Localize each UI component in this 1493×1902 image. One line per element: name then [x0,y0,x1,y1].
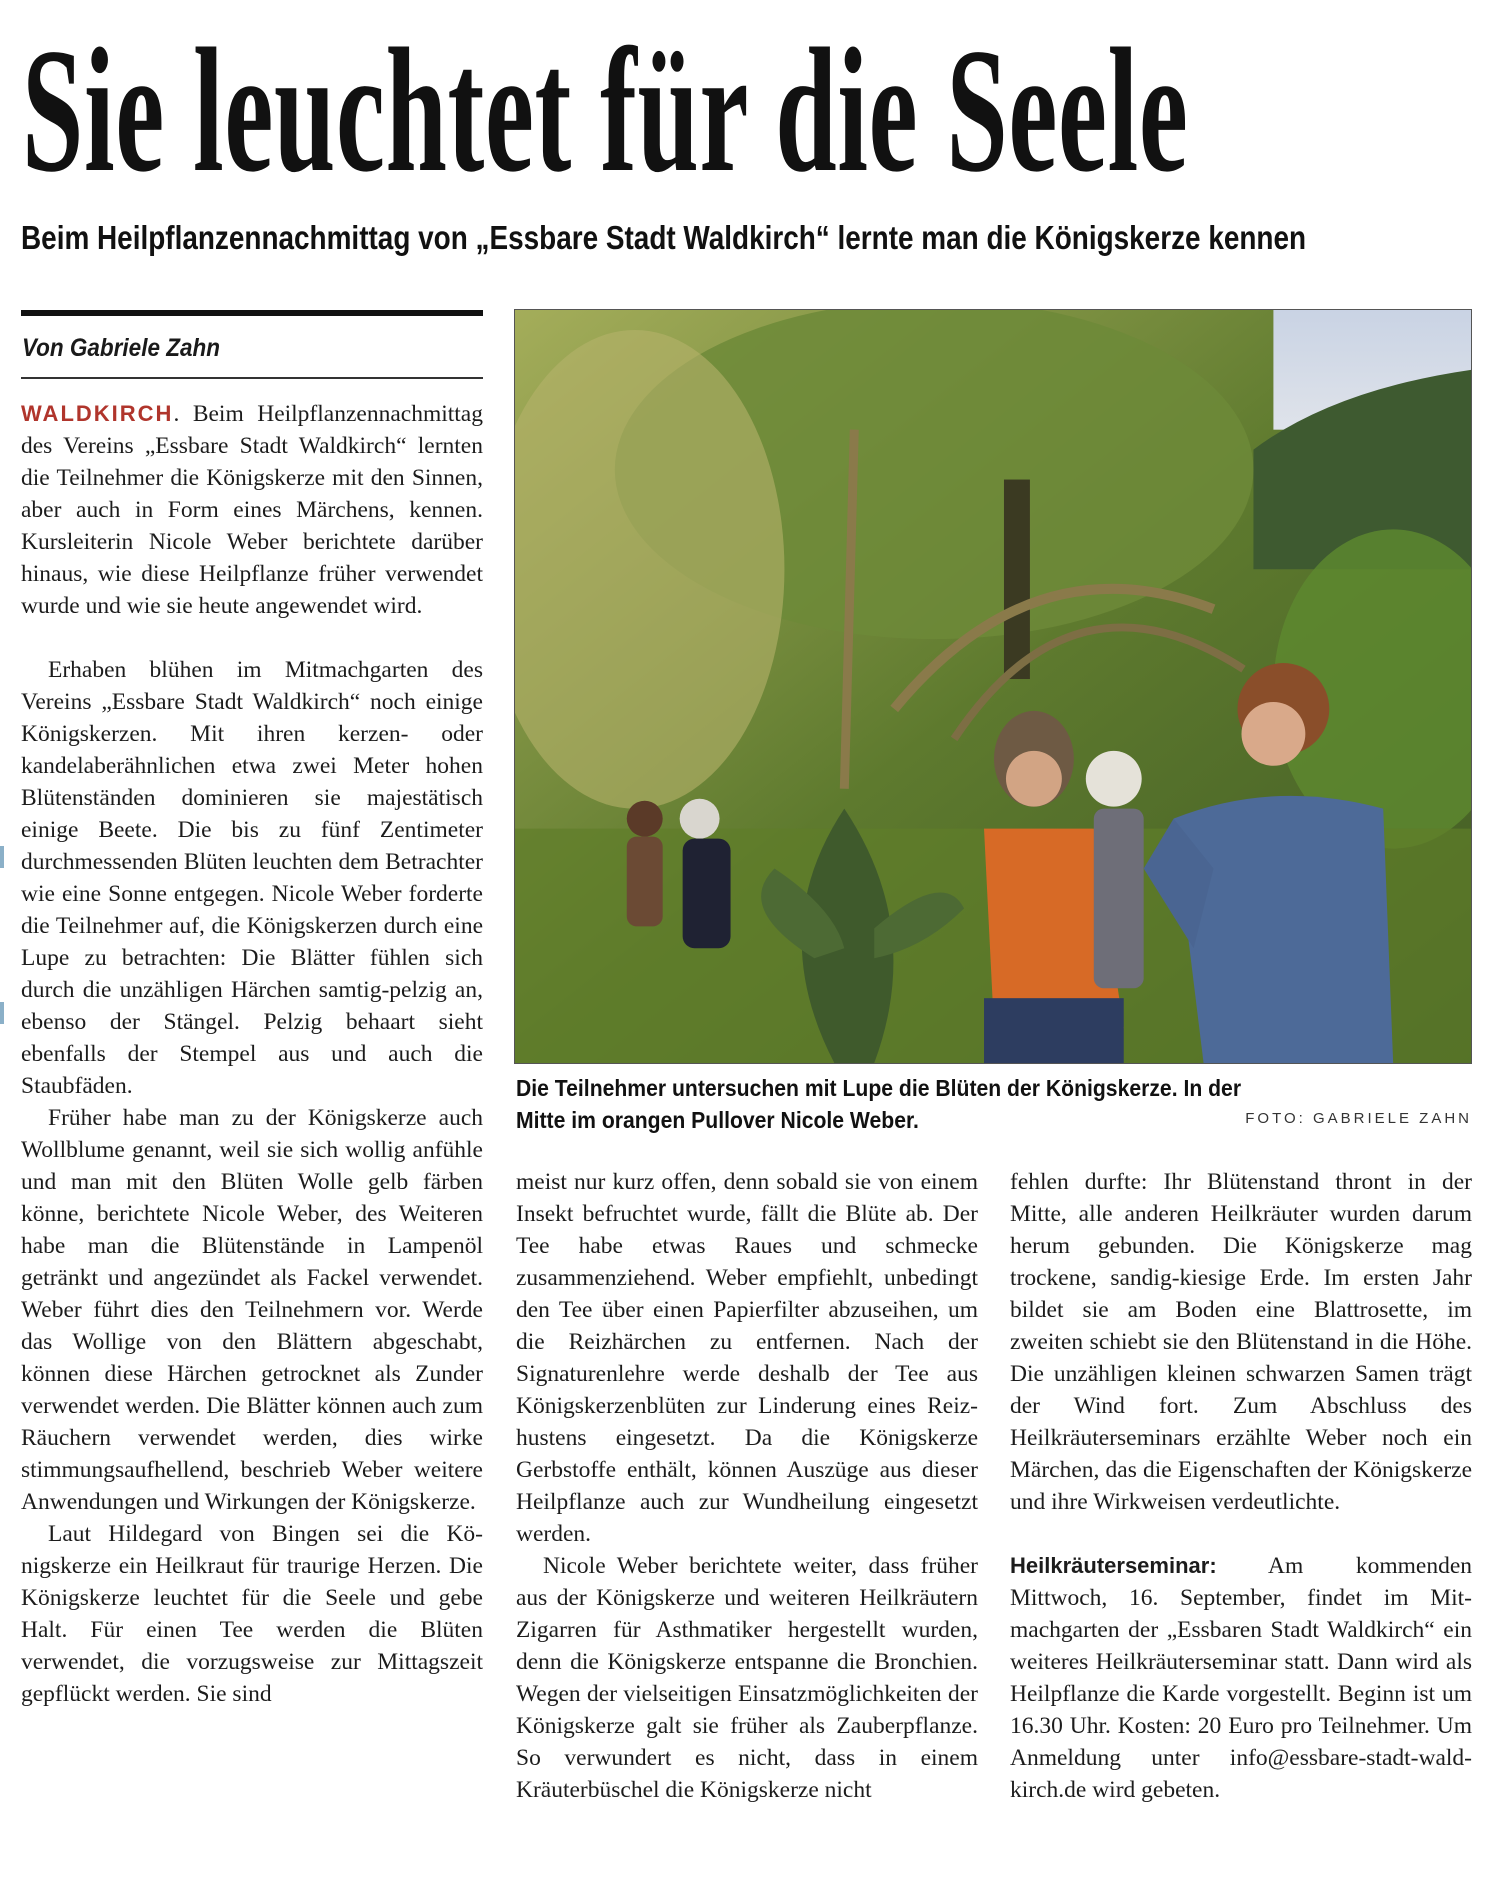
info-label: Heilkräuterseminar: [1010,1553,1217,1578]
lead-paragraph [21,398,483,622]
headline: Sie leuchtet für die Seele [22,11,1189,209]
photo-credit: FOTO: GABRIELE ZAHN [1245,1110,1472,1127]
body-paragraph: meist nur kurz offen, denn sobald sie von einem Insekt befruchtet wurde, fällt die Blüte ab. Der Tee habe etwas Raues und schmecke zusammenziehend. Weber empfiehlt, unbedingt den Tee über einen Papierfilter abzuseihen, um die Reizhärchen zu entfernen. Nach der Signaturenlehre werde deshalb der Tee aus Königskerzenblüten zur Linderung eines Reizhustens eingesetzt. Da die Königskerze Gerbstoffe enthält, können Auszüge aus dieser Heilpflanze auch zur Wundheilung eingesetzt werden. [516,1169,978,1547]
column-2 [516,1166,978,1806]
column-3 [1010,1166,1472,1806]
body-paragraph: Früher habe man zu der Königskerze auch Wollblume genannt, weil sie sich wollig anfühle und man mit den Blüten Wolle gelb färben könne, berichtete Nicole Weber, des Weiteren habe man die Blütenstände in Lampenöl getränkt und angezündet als Fackel verwendet. Weber führt dies den Teilnehmern vor. Werde das Wollige von den Blättern abgeschabt, können diese Härchen getrocknet als Zunder verwendet werden. Die Blätter können auch zum Räuchern verwendet werden, dies wirke stimmungsaufhellend, beschrieb Weber weitere Anwendungen und Wirkungen der Königskerze. [21,1105,483,1515]
scan-edge-mark [0,1002,4,1024]
caption-line-2: Mitte im orangen Pullover Nicole Weber. [516,1107,919,1133]
info-box [1010,1550,1472,1806]
byline-bottom-rule [21,377,483,379]
person-white-hair [1086,751,1144,988]
byline: Von Gabriele Zahn [22,334,220,362]
body-paragraph: fehlen durfte: Ihr Blütenstand thront in der Mitte, alle anderen Heilkräuter wurden darum herum gebunden. Die Königskerze mag trockene, sandig-kiesige Erde. Im ersten Jahr bildet sie am Boden eine Blattrosette, im zweiten schiebt sie den Blütenstand in die Höhe. Die unzähligen kleinen schwarzen Samen trägt der Wind fort. Zum Abschluss des Heilkräuterseminars erzählte Weber noch ein Märchen, das die Eigenschaften der Königskerze und ihre Wirkweisen verdeutlichte. [1010,1169,1472,1515]
article-photo [514,309,1472,1064]
byline-top-rule [21,310,483,316]
scan-edge-mark [0,846,4,868]
body-paragraph: Nicole Weber berichtete weiter, dass früher aus der Königskerze und weiteren Heilkräutern Zigarren für Asthmatiker hergestellt wurden, denn die Königskerze entspanne die Bronchien. Wegen der vielseitigen Einsatzmöglichkeiten der Königskerze galt sie früher als Zauberpflanze. So verwundert es nicht, dass in einem Kräuterbüschel die Königskerze nicht [516,1553,978,1803]
caption-line-1: Die Teilnehmer untersuchen mit Lupe die Blüten der Königskerze. In der [516,1075,1242,1101]
body-paragraph: Erhaben blühen im Mitmachgarten des Vereins „Essbare Stadt Waldkirch“ noch einige Königskerzen. Mit ihren kerzen- oder kandelaberähnlichen etwa zwei Meter hohen Blütenständen dominieren sie majestätisch einige Beete. Die bis zu fünf Zentimeter durchmessenden Blüten leuchten dem Betrachter wie eine Sonne entgegen. Nicole Weber forderte die Teilnehmer auf, die Königskerzen durch eine Lupe zu betrachten: Die Blätter fühlen sich durch die unzähligen Härchen samtig-pelzig an, ebenso der Stängel. Pelzig behaart sieht ebenfalls der Stempel aus und auch die Staubfäden. [21,657,483,1099]
dateline: WALDKIRCH [21,401,174,426]
body-paragraph: Laut Hildegard von Bingen sei die Königskerze ein Heilkraut für traurige Herzen. Die Königskerze leuchtet für die Seele und gebe Halt. Für einen Tee werden die Blüten verwendet, die vorzugsweise zur Mittagszeit gepflückt werden. Sie sind [21,1521,483,1707]
lead-text: . Beim Heilpflanzennachmittag des Vereins „Essbare Stadt Waldkirch“ lernten die Teilnehmer die Königskerze mit den Sinnen, aber auch in Form eines Märchens, kennen. Kursleiterin Nicole Weber berichtete darüber hinaus, wie diese Heilpflanze früher verwendet wurde und wie sie heute angewendet wird. [21,401,483,619]
subheadline: Beim Heilpflanzennachmittag von „Essbare Stadt Waldkirch“ lernte man die Königskerze kennen [21,219,1307,256]
garden-photo-illustration [515,310,1471,1063]
column-1 [21,398,483,1710]
info-text: Am kommenden Mittwoch, 16. September, findet im Mitmachgarten der „Essbaren Stadt Waldkirch“ ein weiteres Heilkräuterseminar statt. Dann wird als Heilpflanze die Karde vorgestellt. Beginn ist um 16.30 Uhr. Kosten: 20 Euro pro Teilnehmer. Um Anmeldung unter info@essbare-stadt-waldkirch.de wird gebeten. [1010,1553,1472,1803]
